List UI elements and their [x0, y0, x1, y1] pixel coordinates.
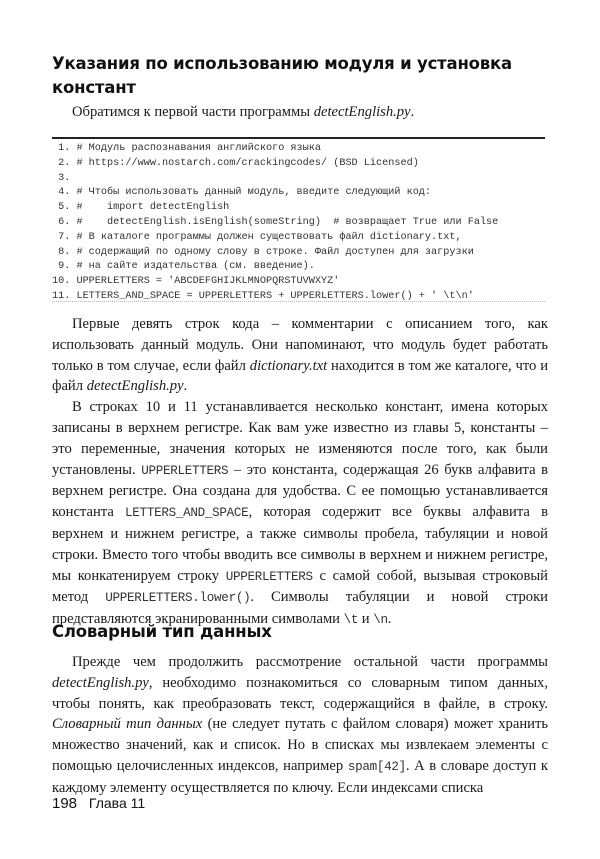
code-line: 7. # В каталоге программы должен существовать файл dictionary.txt, — [52, 231, 462, 243]
text-run: Первые девять строк кода – комментарии с описанием того, как использовать данный модуль. Они напоминают, что модуль будет работать только в том случае, если файл — [52, 316, 548, 374]
inline-code: \n — [373, 613, 388, 628]
text-run: , которая содержит все буквы алфавита в верхнем и нижнем регистре, а также символы пробела, табуляции и новой строки. Вместо того чтобы вводить все символы в верхнем и нижнем регистре, мы конкатенируем строку — [52, 504, 549, 584]
intro-paragraph — [52, 102, 548, 123]
text-run: . — [183, 378, 188, 395]
paragraph — [52, 652, 548, 799]
page-footer — [52, 795, 145, 812]
inline-code: \t — [343, 613, 359, 628]
text-run: (не следует путать с файлом словаря) может хранить множество значений, как и список. Но в списках мы извлекаем элементы с помощью целочисленных индексов, например — [52, 716, 548, 774]
chapter-label: Глава 11 — [88, 795, 146, 811]
text-run: . — [410, 104, 415, 120]
code-bottom-rule — [52, 301, 545, 302]
text-run: находится в том же каталоге, что и файл — [52, 357, 549, 395]
inline-code: UPPERLETTERS.lower() — [105, 591, 251, 606]
code-line: 10. UPPERLETTERS = 'ABCDEFGHIJKLMNOPQRSTUVWXYZ' — [52, 276, 340, 288]
text-run: – это константа, содержащая 26 букв алфавита в верхнем регистре. Она создана для удобства. С ее помощью устанавливается константа — [52, 461, 548, 521]
italic-text: detectEnglish.py — [313, 104, 411, 120]
text-run: В строках 10 и 11 устанавливается несколько констант, имена которых записаны в верхнем регистре. Как вам уже известно из главы 5, константы – это переменные, значения которых не изменяются после того, как были установлены. — [52, 399, 548, 478]
text-run: с самой собой, вызывая строковый метод — [52, 567, 548, 606]
body-text-1 — [52, 314, 548, 631]
text-run: Прежде чем продолжить рассмотрение остальной части программы — [72, 654, 548, 670]
code-line: 6. # detectEnglish.isEnglish(someString) # возвращает True или False — [52, 216, 499, 228]
paragraph — [52, 314, 548, 397]
code-line: 11. LETTERS_AND_SPACE = UPPERLETTERS + UPPERLETTERS.lower() + ' \t\n' — [52, 290, 474, 302]
text-run: . А в словаре доступ к каждому элементу осуществляется по ключу. Если индексами списка — [52, 757, 548, 796]
page-number: 198 — [52, 795, 78, 812]
inline-code: LETTERS_AND_SPACE — [125, 506, 249, 521]
inline-code: spam[42] — [347, 759, 406, 774]
text-run: . Символы табуляции и новой строки представляются экранированными символами — [52, 589, 548, 628]
text-run: , необходимо познакомиться со словарным типом данных, чтобы понять, как преобразовать текст, содержащийся в файле, в строку. — [52, 674, 548, 712]
code-line: 1. # Модуль распознавания английского языка — [52, 143, 321, 154]
code-line: 2. # https://www.nostarch.com/crackingcodes/ (BSD Licensed) — [52, 157, 419, 169]
inline-code: UPPERLETTERS — [225, 569, 313, 584]
code-listing — [52, 142, 498, 305]
code-top-rule — [52, 137, 545, 139]
subsection-heading: Словарный тип данных — [52, 622, 272, 641]
italic-text: detectEnglish.py — [86, 378, 184, 395]
text-run: . — [387, 611, 392, 628]
inline-code: UPPERLETTERS — [141, 463, 229, 478]
code-line: 5. # import detectEnglish — [52, 202, 230, 214]
paragraph — [52, 397, 548, 631]
code-line: 4. # Чтобы использовать данный модуль, введите следующий код: — [52, 187, 432, 199]
code-line: 3. — [52, 172, 71, 184]
text-run: Обратимся к первой части программы — [72, 104, 314, 120]
italic-text: Словарный тип данных — [52, 716, 203, 733]
body-text-2 — [52, 652, 548, 799]
text-run: и — [358, 611, 374, 628]
italic-text: dictionary.txt — [249, 357, 328, 374]
code-line: 8. # содержащий по одному слову в строке. Файл доступен для загрузки — [52, 246, 474, 258]
code-line: 9. # на сайте издательства (см. введение). — [52, 261, 315, 273]
section-heading: Указания по использованию модуля и установка констант — [52, 54, 512, 97]
italic-text: detectEnglish.py — [52, 674, 149, 691]
